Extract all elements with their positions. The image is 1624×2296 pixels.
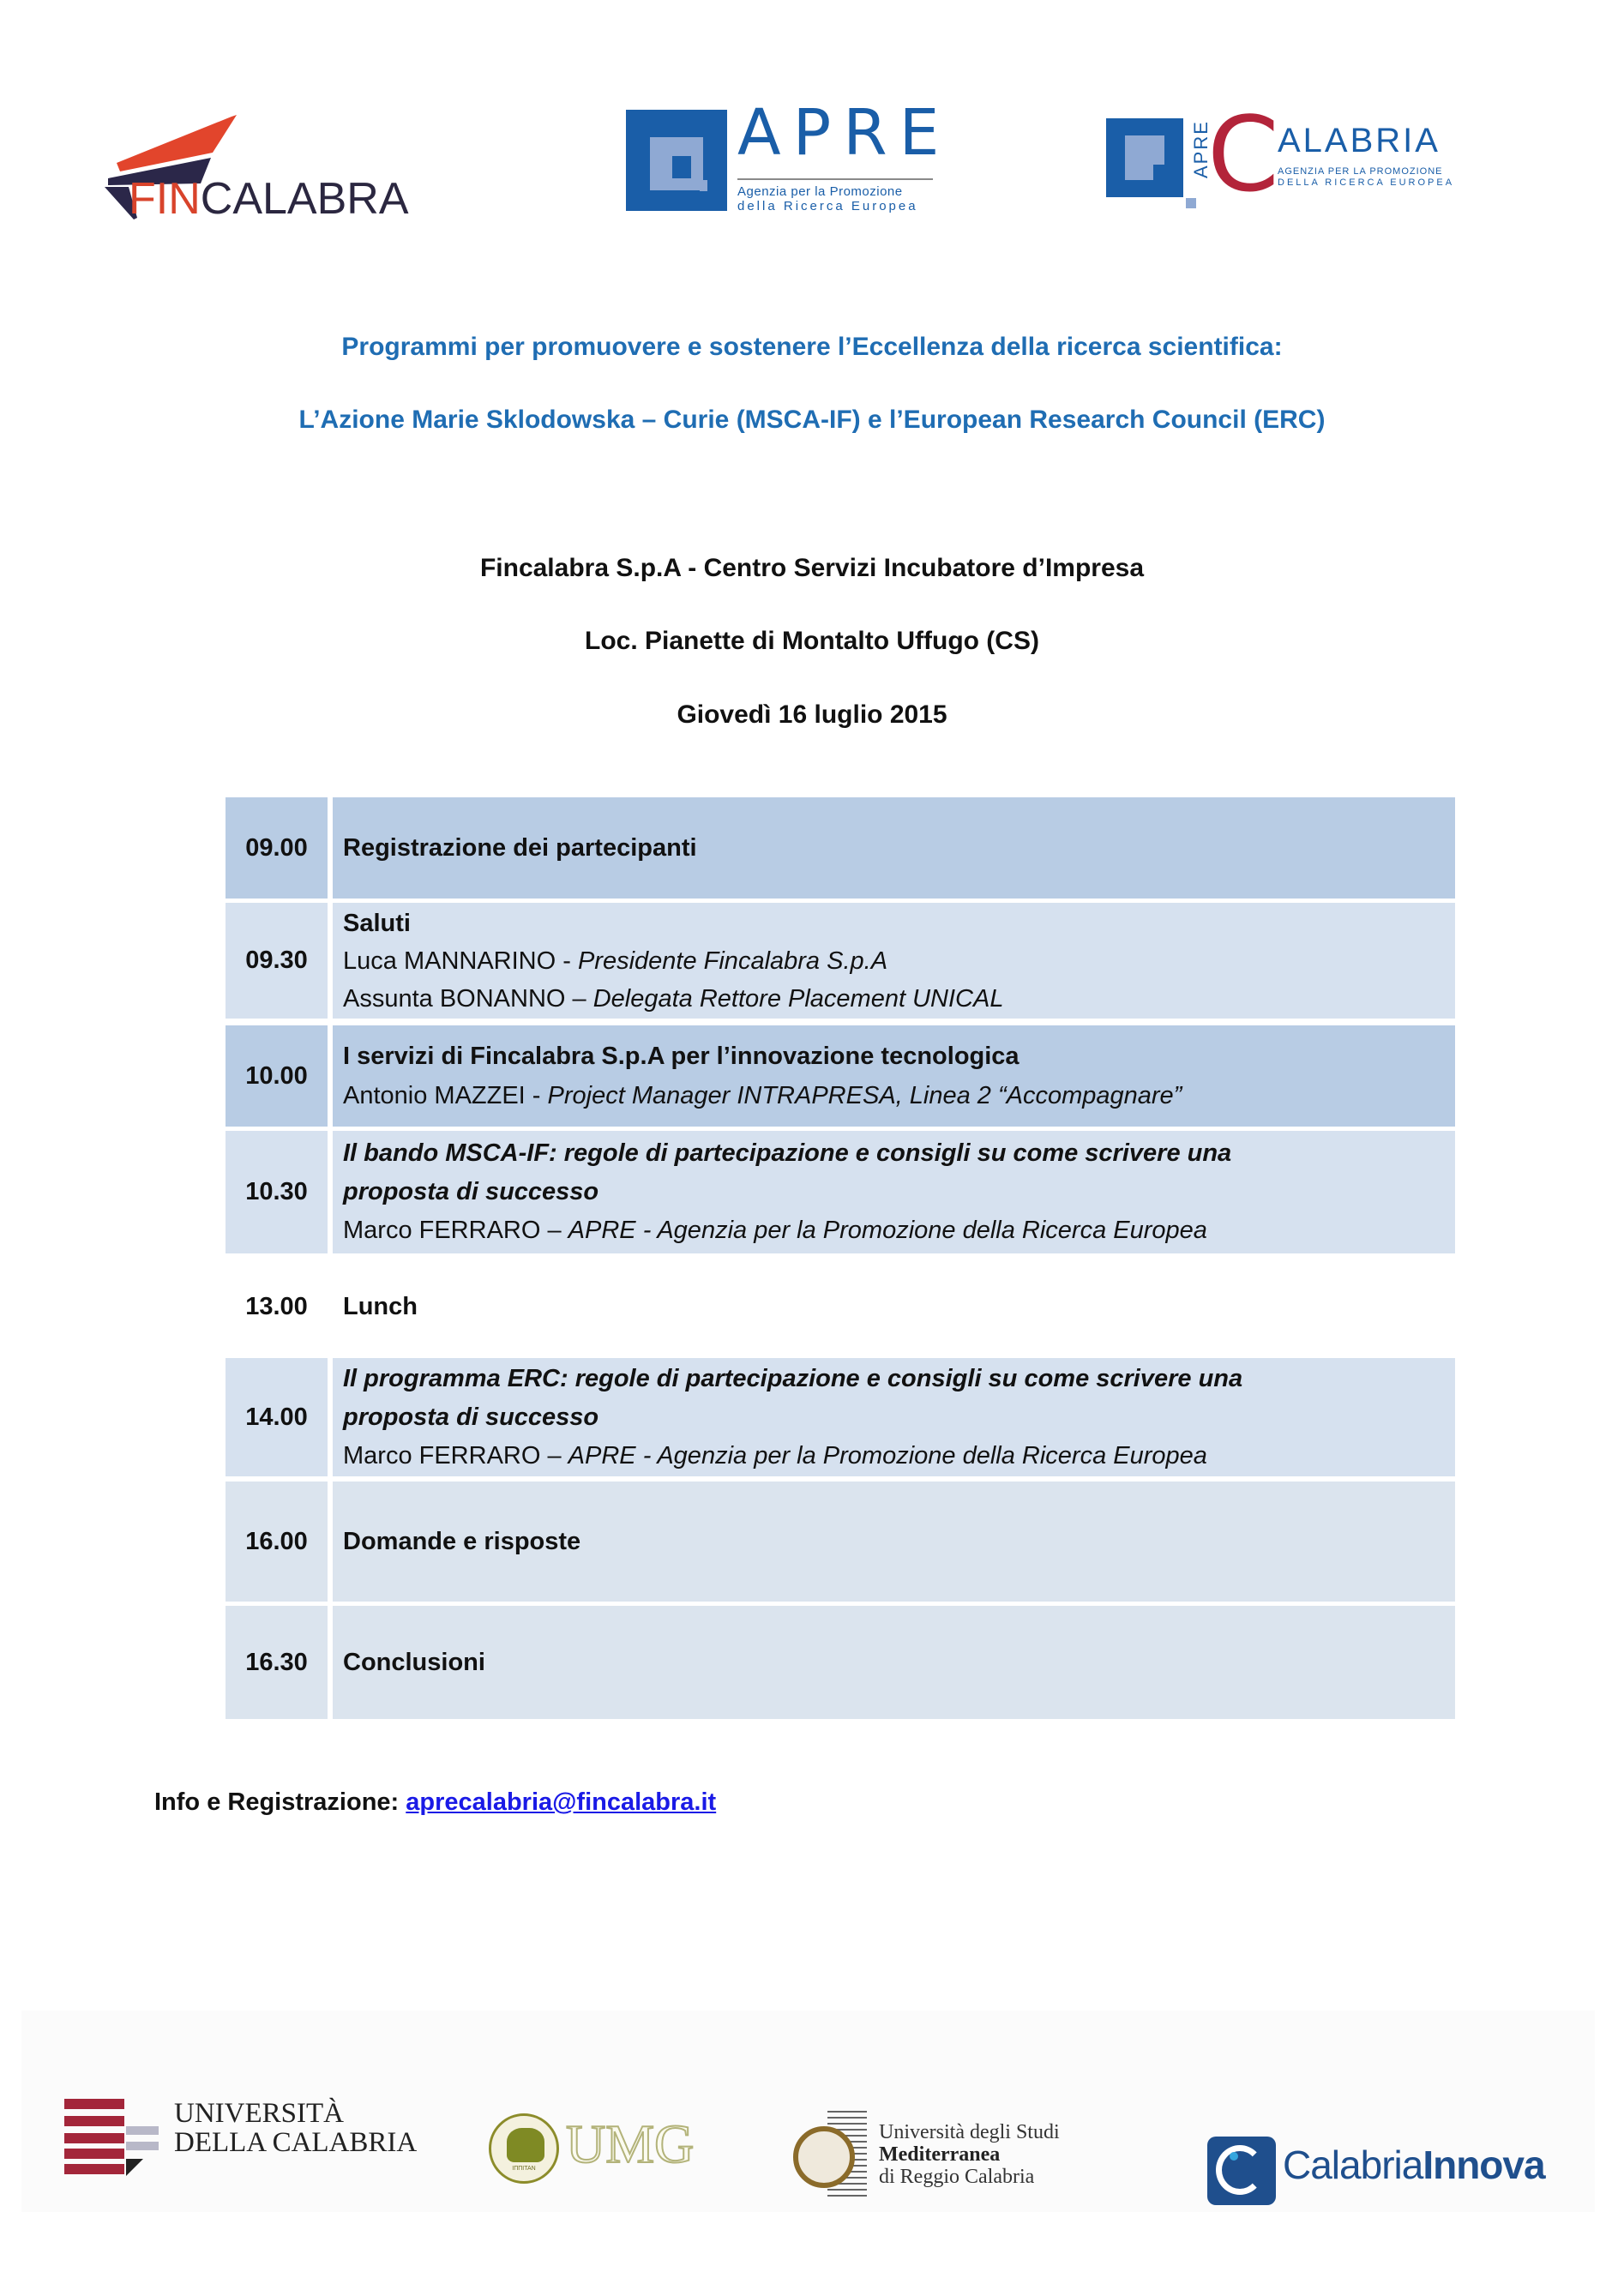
agenda-row <box>226 1606 1455 1719</box>
apre-calabria-tagline: AGENZIA PER LA PROMOZIONE DELLA RICERCA EUROPEA <box>1278 166 1455 188</box>
agenda-speaker: Marco FERRARO – APRE - Agenzia per la Promozione della Ricerca Europea <box>343 1441 1207 1470</box>
agenda-row <box>226 1358 1455 1476</box>
apre-logo <box>626 96 952 213</box>
agenda-time: 09.00 <box>226 797 328 899</box>
event-location: Loc. Pianette di Montalto Uffugo (CS) <box>585 627 1039 655</box>
mediterranea-logo <box>793 2111 1128 2197</box>
apre-divider <box>737 178 933 180</box>
agenda-item-title: Saluti <box>343 909 411 937</box>
agenda-content <box>333 903 1455 1019</box>
lion-seal-icon <box>793 2126 855 2188</box>
fincalabra-logo <box>103 110 420 223</box>
calabria-innova-icon <box>1207 2137 1276 2205</box>
agenda-row <box>226 903 1455 1019</box>
apre-wordmark: APRE <box>737 96 952 170</box>
agenda-content <box>333 1606 1455 1719</box>
page-title-line-1: Programmi per promuovere e sostenere l’Eccellenza della ricerca scientifica: <box>341 333 1283 361</box>
agenda-time: 16.30 <box>226 1606 328 1719</box>
agenda-speaker: Luca MANNARINO - Presidente Fincalabra S.p.A <box>343 947 888 975</box>
apre-tagline: Agenzia per la Promozione della Ricerca Europea <box>737 184 918 213</box>
agenda-row <box>226 1131 1455 1253</box>
agenda-item-title-cont: proposta di successo <box>343 1178 599 1205</box>
agenda-time: 14.00 <box>226 1358 328 1476</box>
agenda-content <box>333 1025 1455 1127</box>
agenda-row <box>226 1482 1455 1602</box>
agenda-item-title: Conclusioni <box>343 1649 485 1676</box>
umg-seal-icon: ΙΠΠΙΤΑΝ <box>489 2113 559 2184</box>
agenda-speaker: Antonio MAZZEI - Project Manager INTRAPRESA, Linea 2 “Accompagnare” <box>343 1082 1182 1109</box>
agenda-speaker: Assunta BONANNO – Delegata Rettore Placement UNICAL <box>343 984 1004 1013</box>
event-venue: Fincalabra S.p.A - Centro Servizi Incubatore d’Impresa <box>479 554 1145 582</box>
apre-calabria-logo <box>1106 96 1455 215</box>
agenda-row <box>226 797 1455 899</box>
umg-logo <box>489 2113 712 2186</box>
fincalabra-wordmark: FINCALABRA <box>129 174 409 224</box>
agenda-content <box>333 1256 1455 1357</box>
apre-square-icon <box>626 110 727 211</box>
apre-calabria-square-icon <box>1106 118 1183 197</box>
agenda-item-title: Domande e risposte <box>343 1528 581 1555</box>
agenda-content <box>333 1131 1455 1253</box>
calabria-innova-wordmark: CalabriaInnova <box>1283 2143 1545 2187</box>
agenda-item-title: Il bando MSCA-IF: regole di partecipazione e consigli su come scrivere una <box>343 1139 1232 1167</box>
info-label: Info e Registrazione: <box>154 1788 406 1816</box>
agenda-item-title: Registrazione dei partecipanti <box>343 834 697 862</box>
mediterranea-wordmark: Università degli Studi Mediterranea di Reggio Calabria <box>879 2121 1060 2188</box>
email-link[interactable]: aprecalabria@fincalabra.it <box>406 1788 717 1816</box>
calabria-innova-logo <box>1207 2137 1567 2205</box>
agenda-content <box>333 1482 1455 1602</box>
apre-calabria-vertical-text: APRE <box>1190 120 1212 178</box>
agenda-time: 09.30 <box>226 903 328 1019</box>
agenda-row <box>226 1025 1455 1127</box>
agenda-item-title-cont: proposta di successo <box>343 1403 599 1431</box>
umg-wordmark: UMG <box>566 2113 695 2174</box>
agenda-item-title: I servizi di Fincalabra S.p.A per l’innovazione tecnologica <box>343 1043 1020 1070</box>
unical-logo <box>64 2092 424 2178</box>
apre-calabria-wordmark: ALABRIA <box>1278 122 1441 159</box>
agenda-time: 10.00 <box>226 1025 328 1127</box>
agenda-item-title: Lunch <box>343 1293 418 1320</box>
info-registration <box>154 1788 716 1817</box>
event-date: Giovedì 16 luglio 2015 <box>677 700 947 729</box>
page-title-line-2: L’Azione Marie Sklodowska – Curie (MSCA-IF) e l’European Research Council (ERC) <box>298 406 1326 434</box>
agenda-speaker: Marco FERRARO – APRE - Agenzia per la Promozione della Ricerca Europea <box>343 1217 1207 1244</box>
agenda-time: 13.00 <box>226 1256 328 1357</box>
apre-calabria-initial: C <box>1207 96 1279 215</box>
agenda-time: 10.30 <box>226 1131 328 1253</box>
agenda-item-title: Il programma ERC: regole di partecipazione e consigli su come scrivere una <box>343 1364 1243 1392</box>
agenda-content <box>333 1358 1455 1476</box>
agenda-row <box>226 1256 1455 1357</box>
unical-wordmark: UNIVERSITÀ DELLA CALABRIA <box>174 2098 418 2158</box>
agenda-content <box>333 797 1455 899</box>
agenda-time: 16.00 <box>226 1482 328 1602</box>
